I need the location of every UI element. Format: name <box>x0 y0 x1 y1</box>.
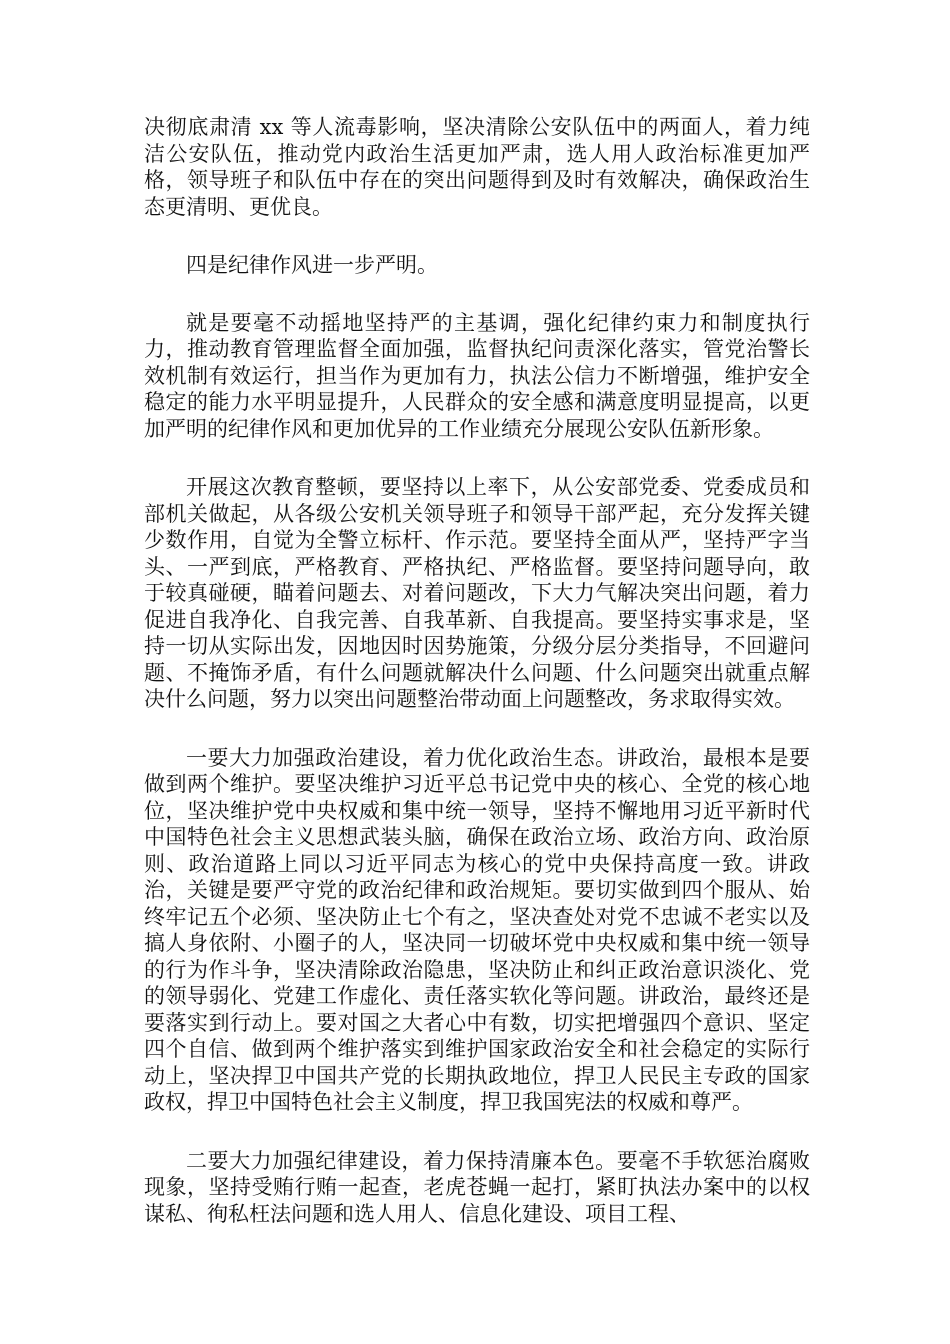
paragraph: 一要大力加强政治建设，着力优化政治生态。讲政治，最根本是要做到两个维护。要坚决维护习近平总书记党中央的核心、全党的核心地位，坚决维护党中央权威和集中统一领导，坚持不懈地用习近平新时代中国特色社会主义思想武装头脑，确保在政治立场、政治方向、政治原则、政治道路上同以习近平同志为核心的党中央保持高度一致。讲政治，关键是要严守党的政治纪律和政治规矩。要切实做到四个服从、始终牢记五个必须、坚决防止七个有之，坚决查处对党不忠诚不老实以及搞人身依附、小圈子的人，坚决同一切破坏党中央权威和集中统一领导的行为作斗争，坚决清除政治隐患，坚决防止和纠正政治意识淡化、党的领导弱化、党建工作虚化、责任落实软化等问题。讲政治，最终还是要落实到行动上。要对国之大者心中有数，切实把增强四个意识、坚定四个自信、做到两个维护落实到维护国家政治安全和社会稳定的实际行动上，坚决捍卫中国共产党的长期执政地位，捍卫人民民主专政的国家政权，捍卫中国特色社会主义制度，捍卫我国宪法的权威和尊严。 <box>144 745 810 1114</box>
paragraph-continued: 决彻底肃清 xx 等人流毒影响，坚决清除公安队伍中的两面人，着力纯洁公安队伍，推动党内政治生活更加严肃，选人用人政治标准更加严格，领导班子和队伍中存在的突出问题得到及时有效解决，确保政治生态更清明、更优良。 <box>144 115 810 219</box>
paragraph: 二要大力加强纪律建设，着力保持清廉本色。要毫不手软惩治腐败现象，坚持受贿行贿一起查，老虎苍蝇一起打，紧盯执法办案中的以权谋私、徇私枉法问题和选人用人、信息化建设、项目工程、 <box>144 1148 810 1226</box>
paragraph: 开展这次教育整顿，要坚持以上率下，从公安部党委、党委成员和部机关做起，从各级公安机关领导班子和领导干部严起，充分发挥关键少数作用，自觉为全警立标杆、作示范。要坚持全面从严，坚持严字当头、一严到底，严格教育、严格执纪、严格监督。要坚持问题导向，敢于较真碰硬，瞄着问题去、对着问题改，下大力气解决突出问题，着力促进自我净化、自我完善、自我革新、自我提高。要坚持实事求是，坚持一切从实际出发，因地因时因势施策，分级分层分类指导，不回避问题、不掩饰矛盾，有什么问题就解决什么问题、什么问题突出就重点解决什么问题，努力以突出问题整治带动面上问题整改，务求取得实效。 <box>144 475 810 711</box>
document-page <box>144 114 810 1259</box>
section-heading: 四是纪律作风进一步严明。 <box>186 253 438 277</box>
paragraph: 就是要毫不动摇地坚持严的主基调，强化纪律约束力和制度执行力，推动教育管理监督全面加强，监督执纪问责深化落实，管党治警长效机制有效运行，担当作为更加有力，执法公信力不断增强，维护安全稳定的能力水平明显提升，人民群众的安全感和满意度明显提高，以更加严明的纪律作风和更加优异的工作业绩充分展现公安队伍新形象。 <box>144 310 810 441</box>
